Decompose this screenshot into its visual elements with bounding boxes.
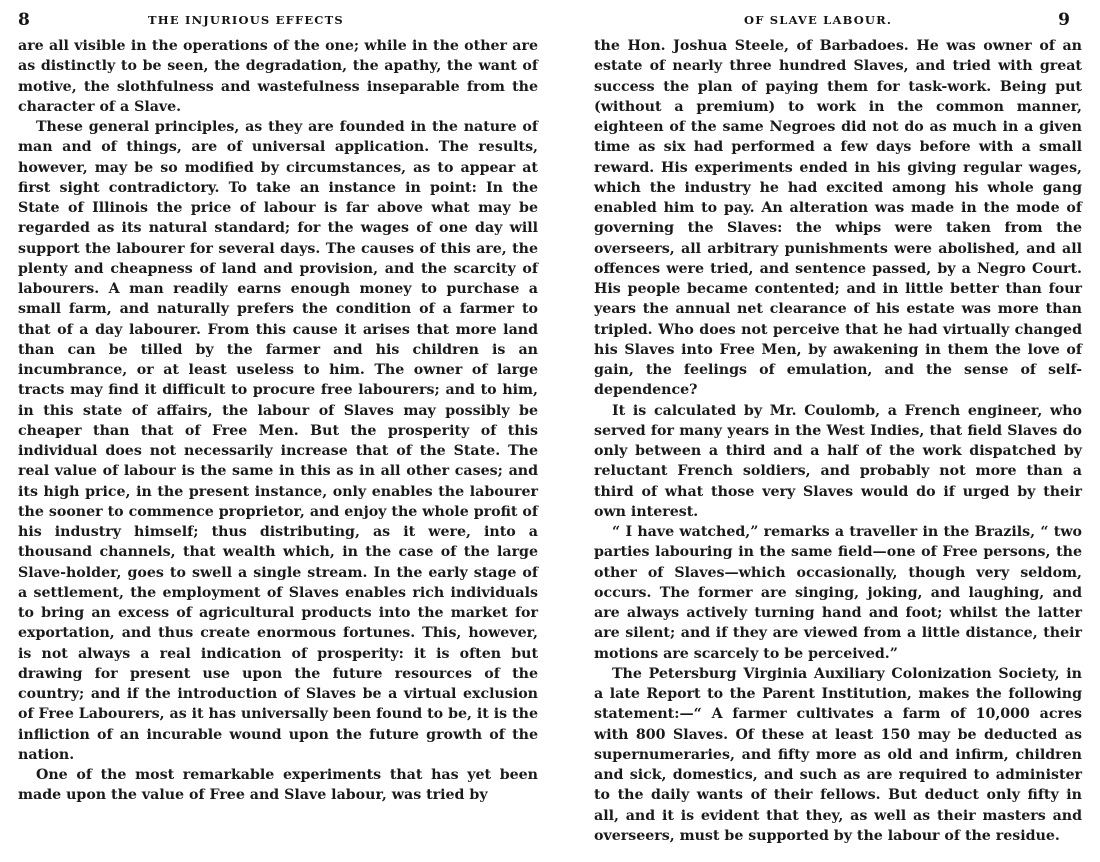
paragraph: the Hon. Joshua Steele, of Barbadoes. He was owner of an estate of nearly three hundred Slaves, and tried with great success the plan of paying them for task-work. Being put (without a premium) to work in the common manner, eighteen of the same Negroes did not do as much in a given time as six had performed a few days before with a small reward. His experiments ended in his giving regular wages, which the industry he had excited among his whole gang enabled him to pay. An alteration was made in the mode of governing the Slaves: the whips were taken from the overseers, all arbitrary punishments were abolished, and all offences were tried, and sentence passed, by a Negro Court. His people became contented; and in little better than four years the annual net clearance of his estate was more than tripled. Who does not perceive that he had virtually changed his Slaves into Free Men, by awakening in them the love of gain, the feelings of emulation, and the sense of self-dependence? [594, 38, 1082, 399]
paragraph: are all visible in the operations of the one; while in the other are as distinctly to be seen, the degradation, the apathy, the want of motive, the slothfulness and wastefulness inseparable from the character of a Slave. [18, 38, 538, 115]
paragraph: It is calculated by Mr. Coulomb, a French engineer, who served for many years in the West Indies, that field Slaves do only between a third and a half of the work dispatched by reluctant French soldiers, and probably not more than a third of what those very Slaves would do if urged by their own interest. [594, 402, 1082, 520]
page-number: 9 [1058, 10, 1070, 30]
running-head [18, 10, 538, 36]
right-page [550, 0, 1100, 862]
paragraph: These general principles, as they are founded in the nature of man and of things, are of universal application. The results, however, may be so modified by circumstances, as to appear at first sight contradictory. To take an instance in point: In the State of Illinois the price of labour is far above what may be regarded as its natural standard; for the wages of one day will support the labourer for several days. The causes of this are, the plenty and cheapness of land and provision, and the scarcity of labourers. A man readily earns enough money to purchase a small farm, and naturally prefers the condition of a farmer to that of a day labourer. From this cause it arises that more land than can be tilled by the farmer and his children is an incumbrance, or at least useless to him. The owner of large tracts may find it difficult to procure free labourers; and to him, in this state of affairs, the labour of Slaves may possibly be cheaper than that of Free Men. But the prosperity of this individual does not necessarily increase that of the State. The real value of labour is the same in this as in all other cases; and its high price, in the present instance, only enables the labourer the sooner to commence proprietor, and enjoy the whole profit of his industry himself; thus distributing, as it were, into a thousand channels, that wealth which, in the case of the large Slave-holder, goes to swell a single stream. In the early stage of a settlement, the employment of Slaves enables rich individuals to bring an excess of agricultural products into the market for exportation, and thus create enormous fortunes. This, however, is not always a real indication of prosperity: it is often but drawing for present use upon the future resources of the country; and if the introduction of Slaves be a virtual exclusion of Free Labourers, as it has universally been found to be, it is the infliction of an incurable wound upon the future growth of the nation. [18, 119, 539, 763]
paragraph: “ I have watched,” remarks a traveller in the Brazils, “ two parties labouring in the same field—one of Free persons, the other of Slaves—which occasionally, though very seldom, occurs. The former are singing, joking, and laughing, and are always actively turning hand and foot; whilst the latter are silent; and if they are viewed from a little distance, their motions are scarcely to be perceived.” [594, 524, 1082, 662]
running-head-title: OF SLAVE LABOUR. [744, 13, 893, 27]
running-head [594, 10, 1082, 36]
running-head-title: THE INJURIOUS EFFECTS [148, 13, 344, 27]
page-number: 8 [18, 10, 30, 30]
paragraph: One of the most remarkable experiments that has yet been made upon the value of Free and Slave labour, was tried by [18, 767, 538, 804]
page-body [594, 36, 1082, 846]
page-body [18, 36, 538, 806]
paragraph: The Petersburg Virginia Auxiliary Colonization Society, in a late Report to the Parent Institution, makes the following statement:—“ A farmer cultivates a farm of 10,000 acres with 800 Slaves. Of these at least 150 may be deducted as supernumeraries, and fifty more as old and infirm, children and sick, domestics, and such as are required to administer to the daily wants of their fellows. But deduct only fifty in all, and it is evident that they, as well as their masters and overseers, must be supported by the labour of the residue. [594, 665, 1082, 844]
